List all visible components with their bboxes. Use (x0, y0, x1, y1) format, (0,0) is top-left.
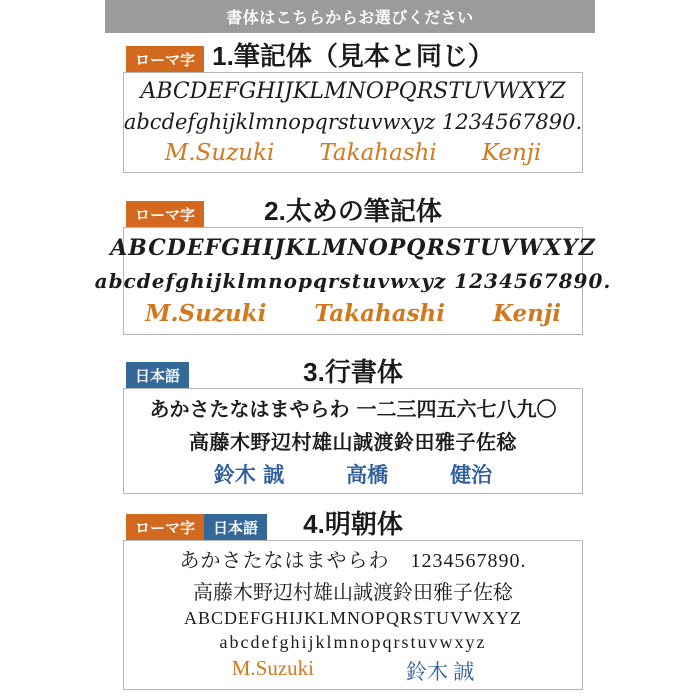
sample-lowercase-digits: abcdefghijklmnopqrstuvwxyz 1234567890. (123, 110, 583, 134)
sample-names-row (165, 140, 542, 166)
section-2-header (123, 195, 583, 227)
sample-names-row (145, 300, 561, 327)
sample-kana-numerals: あかさたなはまやらわ 一二三四五六七八九〇 (149, 397, 557, 421)
sample-name: M.Suzuki (145, 299, 267, 327)
font-select-header (105, 0, 595, 33)
font-section-gyoshotai (123, 356, 583, 494)
section-1-badges (126, 46, 204, 72)
section-4-title: 4.明朝体 (303, 509, 403, 540)
nihongo-badge: 日本語 (204, 514, 267, 540)
romaji-badge: ローマ字 (126, 514, 204, 540)
header-title: 書体はこちらからお選びください (226, 10, 474, 27)
sample-kanji: 高藤木野辺村雄山誠渡鈴田雅子佐稔 (189, 430, 517, 454)
sample-name: M.Suzuki (164, 140, 275, 166)
section-4-badges (126, 514, 267, 540)
section-1-header (123, 40, 583, 72)
sample-uppercase: ABCDEFGHIJKLMNOPQRSTUVWXYZ (140, 79, 566, 104)
section-3-title: 3.行書体 (303, 357, 403, 388)
section-1-sample-box (123, 72, 583, 173)
sample-name: M.Suzuki (231, 656, 314, 680)
section-2-sample-box (94, 227, 612, 335)
section-3-badges (126, 362, 189, 388)
nihongo-badge: 日本語 (126, 362, 189, 388)
sample-names-row (232, 656, 475, 686)
romaji-badge: ローマ字 (126, 46, 204, 72)
sample-name: Kenji (481, 140, 542, 166)
font-section-hikkitai (123, 40, 583, 173)
font-section-futome-hikkitai (94, 195, 612, 335)
section-2-badges (126, 201, 204, 227)
section-3-header (123, 356, 583, 388)
sample-name: 鈴木 誠 (406, 660, 475, 684)
sample-name: Takahashi (314, 299, 446, 327)
sample-name: 健治 (450, 462, 493, 487)
section-3-sample-box (123, 388, 583, 494)
sample-lowercase: abcdefghijklmnopqrstuvwxyz (219, 632, 487, 652)
sample-names-row (214, 459, 492, 489)
section-1-title: 1.筆記体（見本と同じ） (212, 41, 494, 72)
sample-kana-digits: あかさたなはまやらわ 1234567890. (179, 550, 527, 572)
sample-name: Kenji (493, 299, 561, 327)
section-4-header (123, 508, 583, 540)
sample-name: Takahashi (319, 140, 437, 166)
sample-lowercase-digits: abcdefghijklmnopqrstuvwxyz 1234567890. (94, 268, 612, 293)
romaji-badge: ローマ字 (126, 201, 204, 227)
sample-uppercase: ABCDEFGHIJKLMNOPQRSTUVWXYZ (183, 608, 522, 628)
sample-uppercase: ABCDEFGHIJKLMNOPQRSTUVWXYZ (110, 235, 596, 262)
section-4-sample-box (123, 540, 583, 690)
sample-name: 高橋 (346, 462, 389, 487)
font-section-minchotai (123, 508, 583, 690)
sample-kanji: 高藤木野辺村雄山誠渡鈴田雅子佐稔 (193, 582, 513, 604)
sample-name: 鈴木 誠 (213, 462, 285, 487)
section-2-title: 2.太めの筆記体 (264, 196, 442, 227)
